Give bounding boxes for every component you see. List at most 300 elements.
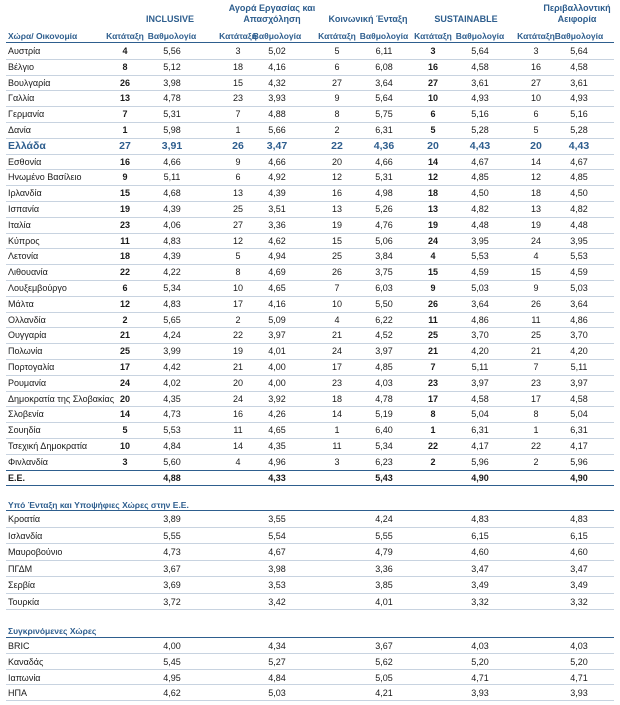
rank-value: 3: [430, 46, 436, 56]
score-value: 6,11: [375, 46, 393, 56]
score-value: 4,22: [163, 267, 181, 278]
rank-value: 4: [334, 314, 340, 325]
score-value: 3,36: [375, 563, 393, 574]
score-value: 3,97: [375, 346, 393, 357]
score-value: 4,93: [570, 93, 588, 104]
score-value: 5,27: [268, 656, 286, 667]
column-group-title: Αειφορία: [557, 14, 597, 24]
score-value: 4,59: [570, 267, 588, 278]
table-row: [0, 670, 620, 686]
score-value: 4,66: [163, 156, 181, 167]
score-value: 5,12: [163, 61, 181, 72]
score-value: 4,66: [375, 156, 393, 167]
score-value: 4,03: [375, 377, 393, 388]
rank-value: 18: [331, 393, 342, 404]
rank-value: 27: [119, 139, 131, 152]
score-value: 3,98: [163, 77, 181, 88]
score-value: 5,06: [375, 235, 393, 246]
rank-value: 10: [427, 93, 438, 104]
score-value: 4,17: [570, 441, 588, 451]
table-row: [0, 248, 620, 264]
rank-value: 24: [530, 235, 541, 246]
score-value: 5,98: [163, 125, 181, 135]
rank-value: 12: [530, 172, 541, 183]
rank-value: 16: [232, 409, 243, 420]
score-value: 5,62: [375, 656, 393, 667]
score-value: 5,65: [163, 314, 181, 325]
country-name: Πορτογαλία: [8, 362, 55, 372]
score-value: 3,93: [570, 688, 588, 699]
country-name: Ελλάδα: [8, 139, 46, 152]
divider: [6, 700, 614, 701]
country-name: Μάλτα: [8, 298, 34, 309]
rank-value: 1: [235, 125, 241, 135]
column-group-title: Περιβαλλοντική: [543, 3, 611, 13]
score-value: 4,24: [163, 330, 181, 341]
country-name: Ισλανδία: [8, 530, 43, 541]
rank-value: 22: [232, 330, 243, 341]
rank-value: 13: [119, 93, 130, 104]
rank-value: 9: [122, 172, 128, 183]
score-value: 3,70: [570, 330, 588, 341]
score-value: 4,69: [268, 267, 286, 278]
rank-value: 10: [232, 283, 243, 293]
score-value: 5,31: [163, 109, 181, 120]
score-value: 3,85: [375, 580, 393, 590]
score-value: 5,11: [163, 172, 181, 183]
rank-value: 23: [427, 377, 438, 388]
rank-value: 19: [119, 204, 130, 214]
rank-value: 6: [235, 172, 241, 183]
score-value: 5,55: [375, 530, 393, 541]
score-value: 4,58: [570, 393, 588, 404]
rank-value: 4: [235, 456, 241, 467]
score-value: 3,61: [471, 77, 489, 88]
score-value: 3,64: [471, 298, 489, 309]
score-value: 4,17: [471, 441, 489, 451]
score-value: 6,22: [375, 314, 393, 325]
table-row: [0, 154, 620, 170]
score-value: 3,97: [471, 377, 489, 388]
country-name: Ηνωμένο Βασίλειο: [8, 172, 82, 183]
table-row: [0, 43, 620, 59]
score-value: 3,97: [268, 330, 286, 341]
score-value: 4,16: [268, 61, 286, 72]
rank-value: 8: [235, 267, 241, 278]
country-name: Πολωνία: [8, 346, 43, 357]
score-value: 3,75: [375, 267, 393, 278]
table-row: [0, 638, 620, 654]
rank-value: 25: [331, 251, 342, 262]
score-value: 5,19: [375, 409, 393, 420]
score-value: 4,95: [163, 672, 181, 683]
rank-value: 23: [119, 219, 130, 230]
score-value: 5,64: [570, 46, 588, 56]
score-value: 5,04: [570, 409, 588, 420]
score-value: 6,08: [375, 61, 393, 72]
score-column-header: Βαθμολογία: [147, 31, 197, 41]
country-name: Σουηδία: [8, 425, 41, 436]
score-value: 5,05: [375, 672, 393, 683]
rank-value: 3: [533, 46, 539, 56]
score-value: 3,47: [570, 563, 588, 574]
rank-value: 11: [233, 425, 243, 436]
score-value: 5,16: [471, 109, 489, 120]
rank-value: 19: [427, 219, 438, 230]
rank-value: 24: [232, 393, 243, 404]
score-column-header: Βαθμολογία: [455, 31, 505, 41]
rank-value: 19: [331, 219, 342, 230]
score-value: 3,95: [471, 235, 489, 246]
country-name: Εσθονία: [8, 156, 42, 167]
table-row: [0, 327, 620, 343]
score-value: 4,16: [268, 298, 286, 309]
score-value: 4,94: [268, 251, 286, 262]
score-value: 4,58: [570, 61, 588, 72]
score-value: 3,93: [268, 93, 286, 104]
score-value: 5,28: [471, 125, 489, 135]
score-value: 4,43: [568, 139, 590, 152]
rank-value: 27: [530, 77, 541, 88]
rank-value: 7: [122, 109, 128, 120]
table-row: [0, 577, 620, 593]
rank-value: 23: [530, 377, 541, 388]
score-value: 4,71: [570, 672, 588, 683]
score-value: 3,55: [268, 514, 286, 524]
rank-value: 27: [331, 77, 342, 88]
score-value: 4,50: [471, 188, 489, 199]
score-value: 6,03: [375, 283, 393, 293]
score-value: 4,03: [471, 641, 489, 651]
rank-value: 25: [427, 330, 438, 341]
score-value: 4,73: [163, 409, 181, 420]
rank-value: 20: [119, 393, 130, 404]
rank-value: 2: [235, 314, 241, 325]
score-value: 4,67: [471, 156, 489, 167]
score-value: 5,54: [268, 530, 286, 541]
rank-value: 3: [334, 456, 340, 467]
score-value: 5,20: [471, 656, 489, 667]
rank-value: 7: [334, 283, 340, 293]
rank-value: 13: [232, 188, 243, 199]
rank-value: 10: [331, 298, 342, 309]
rank-value: 1: [122, 125, 128, 135]
country-name: Αυστρία: [8, 46, 41, 56]
rank-value: 6: [533, 109, 539, 120]
country-name: Λετονία: [8, 251, 39, 262]
rank-value: 17: [119, 362, 130, 372]
country-name: Ολλανδία: [8, 314, 46, 325]
rank-value: 11: [428, 314, 438, 325]
score-value: 3,91: [161, 139, 183, 152]
rank-value: 6: [334, 61, 340, 72]
score-value: 4,24: [375, 514, 393, 524]
score-value: 5,31: [375, 172, 393, 183]
rank-value: 15: [427, 267, 438, 278]
rank-value: 18: [119, 251, 130, 262]
score-value: 4,60: [570, 547, 588, 557]
country-name: Λουξεμβούργο: [8, 283, 67, 293]
table-row: [0, 217, 620, 233]
score-value: 4,39: [163, 204, 181, 214]
score-value: 4,66: [268, 156, 286, 167]
table-row: [0, 685, 620, 701]
score-value: 4,93: [471, 93, 489, 104]
score-value: 4,39: [163, 251, 181, 262]
country-name: Σερβία: [8, 580, 36, 590]
score-value: 4,32: [268, 77, 286, 88]
score-value: 5,96: [471, 456, 489, 467]
rank-value: 7: [533, 362, 539, 372]
score-value: 4,82: [570, 204, 588, 214]
score-value: 6,31: [375, 125, 393, 135]
table-row: [0, 138, 620, 154]
score-value: 4,90: [570, 472, 588, 483]
score-value: 5,43: [375, 472, 393, 483]
table-row: [0, 594, 620, 610]
score-value: 3,49: [570, 580, 588, 590]
rank-value: 10: [119, 441, 130, 451]
rank-value: 9: [533, 283, 539, 293]
score-value: 5,16: [570, 109, 588, 120]
score-value: 4,39: [268, 188, 286, 199]
rank-value: 16: [427, 61, 438, 72]
score-value: 5,53: [570, 251, 588, 262]
rank-value: 5: [430, 125, 436, 135]
rank-value: 16: [530, 61, 541, 72]
table-row: [0, 528, 620, 544]
country-name: Τσεχική Δημοκρατία: [8, 441, 88, 451]
score-value: 4,76: [375, 219, 393, 230]
rank-value: 1: [334, 425, 340, 436]
score-value: 4,01: [375, 596, 393, 607]
table-row: [0, 561, 620, 577]
rank-value: 8: [533, 409, 539, 420]
country-name: Κύπρος: [8, 235, 40, 246]
score-value: 3,98: [268, 563, 286, 574]
rank-value: 24: [119, 377, 130, 388]
table-row: [0, 470, 620, 486]
rank-value: 2: [334, 125, 340, 135]
table-row: [0, 75, 620, 91]
score-value: 4,00: [163, 641, 181, 651]
rank-value: 18: [530, 188, 541, 199]
score-value: 3,32: [471, 596, 489, 607]
table-row: [0, 169, 620, 185]
rank-value: 6: [122, 283, 128, 293]
rank-value: 23: [331, 377, 342, 388]
rank-value: 19: [232, 346, 243, 357]
table-row: [0, 106, 620, 122]
country-name: Δανία: [8, 125, 31, 135]
rank-value: 26: [427, 298, 438, 309]
divider: [6, 485, 614, 486]
rank-value: 14: [427, 156, 438, 167]
rank-value: 26: [331, 267, 342, 278]
country-name: Γερμανία: [8, 109, 45, 120]
score-value: 5,11: [570, 362, 588, 372]
score-value: 4,02: [163, 377, 181, 388]
rank-value: 20: [232, 377, 243, 388]
table-row: [0, 296, 620, 312]
rank-value: 9: [334, 93, 340, 104]
score-value: 3,53: [268, 580, 286, 590]
rank-value: 8: [430, 409, 436, 420]
score-value: 5,03: [471, 283, 489, 293]
score-value: 5,64: [471, 46, 489, 56]
table-row: [0, 391, 620, 407]
rank-value: 17: [427, 393, 438, 404]
rank-value: 1: [430, 425, 436, 436]
rank-column-header: Κατάταξη: [318, 31, 356, 41]
column-group-title: Απασχόληση: [243, 14, 301, 24]
score-value: 4,00: [268, 377, 286, 388]
score-value: 4,34: [268, 641, 286, 651]
score-value: 5,28: [570, 125, 588, 135]
score-value: 3,47: [471, 563, 489, 574]
rank-value: 9: [235, 156, 241, 167]
rank-value: 18: [232, 61, 243, 72]
score-value: 4,78: [163, 93, 181, 104]
score-value: 4,20: [471, 346, 489, 357]
score-value: 4,83: [570, 514, 588, 524]
score-value: 4,60: [471, 547, 489, 557]
rank-value: 26: [232, 139, 244, 152]
rank-value: 26: [530, 298, 541, 309]
score-value: 5,45: [163, 656, 181, 667]
score-value: 4,67: [268, 547, 286, 557]
rank-value: 2: [533, 456, 539, 467]
rank-value: 16: [331, 188, 342, 199]
score-value: 5,34: [163, 283, 181, 293]
score-value: 4,58: [471, 393, 489, 404]
score-value: 3,49: [471, 580, 489, 590]
score-value: 4,65: [268, 425, 286, 436]
score-value: 3,69: [163, 580, 181, 590]
score-value: 4,71: [471, 672, 489, 683]
rank-value: 13: [530, 204, 541, 214]
divider: [6, 609, 614, 610]
score-value: 6,15: [570, 530, 588, 541]
column-group-title: SUSTAINABLE: [434, 14, 498, 24]
score-value: 4,58: [471, 61, 489, 72]
rank-value: 5: [334, 46, 340, 56]
score-value: 3,97: [570, 377, 588, 388]
table-row: [0, 264, 620, 280]
rank-value: 4: [122, 46, 128, 56]
country-name: Τουρκία: [8, 596, 40, 607]
score-value: 4,50: [570, 188, 588, 199]
score-value: 4,20: [570, 346, 588, 357]
table-row: [0, 544, 620, 560]
table-row: [0, 122, 620, 138]
score-value: 4,82: [471, 204, 489, 214]
score-value: 4,67: [570, 156, 588, 167]
rank-value: 12: [119, 298, 130, 309]
rank-value: 11: [332, 441, 342, 451]
country-name: Καναδάς: [8, 656, 44, 667]
section-title: Συγκρινόμενες Χώρες: [8, 626, 97, 636]
rank-value: 9: [430, 283, 436, 293]
score-value: 3,64: [570, 298, 588, 309]
rank-column-header: Κατάταξη: [219, 31, 257, 41]
score-value: 5,53: [471, 251, 489, 262]
rank-value: 4: [533, 251, 539, 262]
score-value: 3,89: [163, 514, 181, 524]
country-name: Ιαπωνία: [8, 672, 41, 683]
score-value: 4,06: [163, 219, 181, 230]
score-value: 3,67: [375, 641, 393, 651]
rank-value: 22: [427, 441, 438, 451]
rank-value: 25: [232, 204, 243, 214]
rank-value: 21: [427, 346, 438, 357]
score-value: 3,93: [471, 688, 489, 699]
rank-value: 15: [119, 188, 130, 199]
rank-value: 24: [427, 235, 438, 246]
country-name: Ισπανία: [8, 204, 40, 214]
score-value: 5,03: [570, 283, 588, 293]
score-value: 5,26: [375, 204, 393, 214]
country-name: Μαυροβούνιο: [8, 547, 63, 557]
rank-value: 8: [334, 109, 340, 120]
score-value: 4,85: [570, 172, 588, 183]
score-value: 3,51: [268, 204, 286, 214]
score-value: 3,61: [570, 77, 588, 88]
rank-value: 13: [427, 204, 438, 214]
country-name: Λιθουανία: [8, 267, 48, 278]
rank-value: 7: [430, 362, 436, 372]
score-value: 3,67: [163, 563, 181, 574]
score-column-header: Βαθμολογία: [359, 31, 409, 41]
section-title: Υπό Ένταξη και Υποψήφιες Χώρες στην Ε.Ε.: [8, 500, 189, 510]
table-row: [0, 422, 620, 438]
score-value: 4,35: [268, 441, 286, 451]
country-name: Φινλανδία: [8, 456, 48, 467]
score-value: 6,15: [471, 530, 489, 541]
score-value: 4,92: [268, 172, 286, 183]
rank-value: 4: [430, 251, 436, 262]
table-row: [0, 59, 620, 75]
rank-value: 21: [530, 346, 541, 357]
score-value: 6,23: [375, 456, 393, 467]
score-value: 3,99: [163, 346, 181, 357]
score-value: 4,83: [471, 514, 489, 524]
rank-column-header: Κατάταξη: [414, 31, 452, 41]
rank-value: 14: [119, 409, 130, 420]
rank-value: 25: [119, 346, 130, 357]
score-value: 4,03: [570, 641, 588, 651]
table-row: [0, 654, 620, 670]
rank-value: 5: [533, 125, 539, 135]
rank-value: 11: [531, 314, 541, 325]
rank-value: 17: [530, 393, 541, 404]
score-value: 3,84: [375, 251, 393, 262]
score-value: 3,36: [268, 219, 286, 230]
score-value: 4,00: [268, 362, 286, 372]
country-name: Ιρλανδία: [8, 188, 42, 199]
score-value: 4,35: [163, 393, 181, 404]
score-value: 4,84: [163, 441, 181, 451]
score-value: 5,11: [471, 362, 489, 372]
country-column-header: Χώρα/ Οικονομία: [8, 31, 78, 41]
score-value: 5,96: [570, 456, 588, 467]
rank-value: 8: [122, 61, 128, 72]
rank-value: 5: [122, 425, 128, 436]
table-row: [0, 312, 620, 328]
score-value: 3,92: [268, 393, 286, 404]
country-name: Γαλλία: [8, 93, 35, 104]
score-value: 5,02: [268, 46, 286, 56]
